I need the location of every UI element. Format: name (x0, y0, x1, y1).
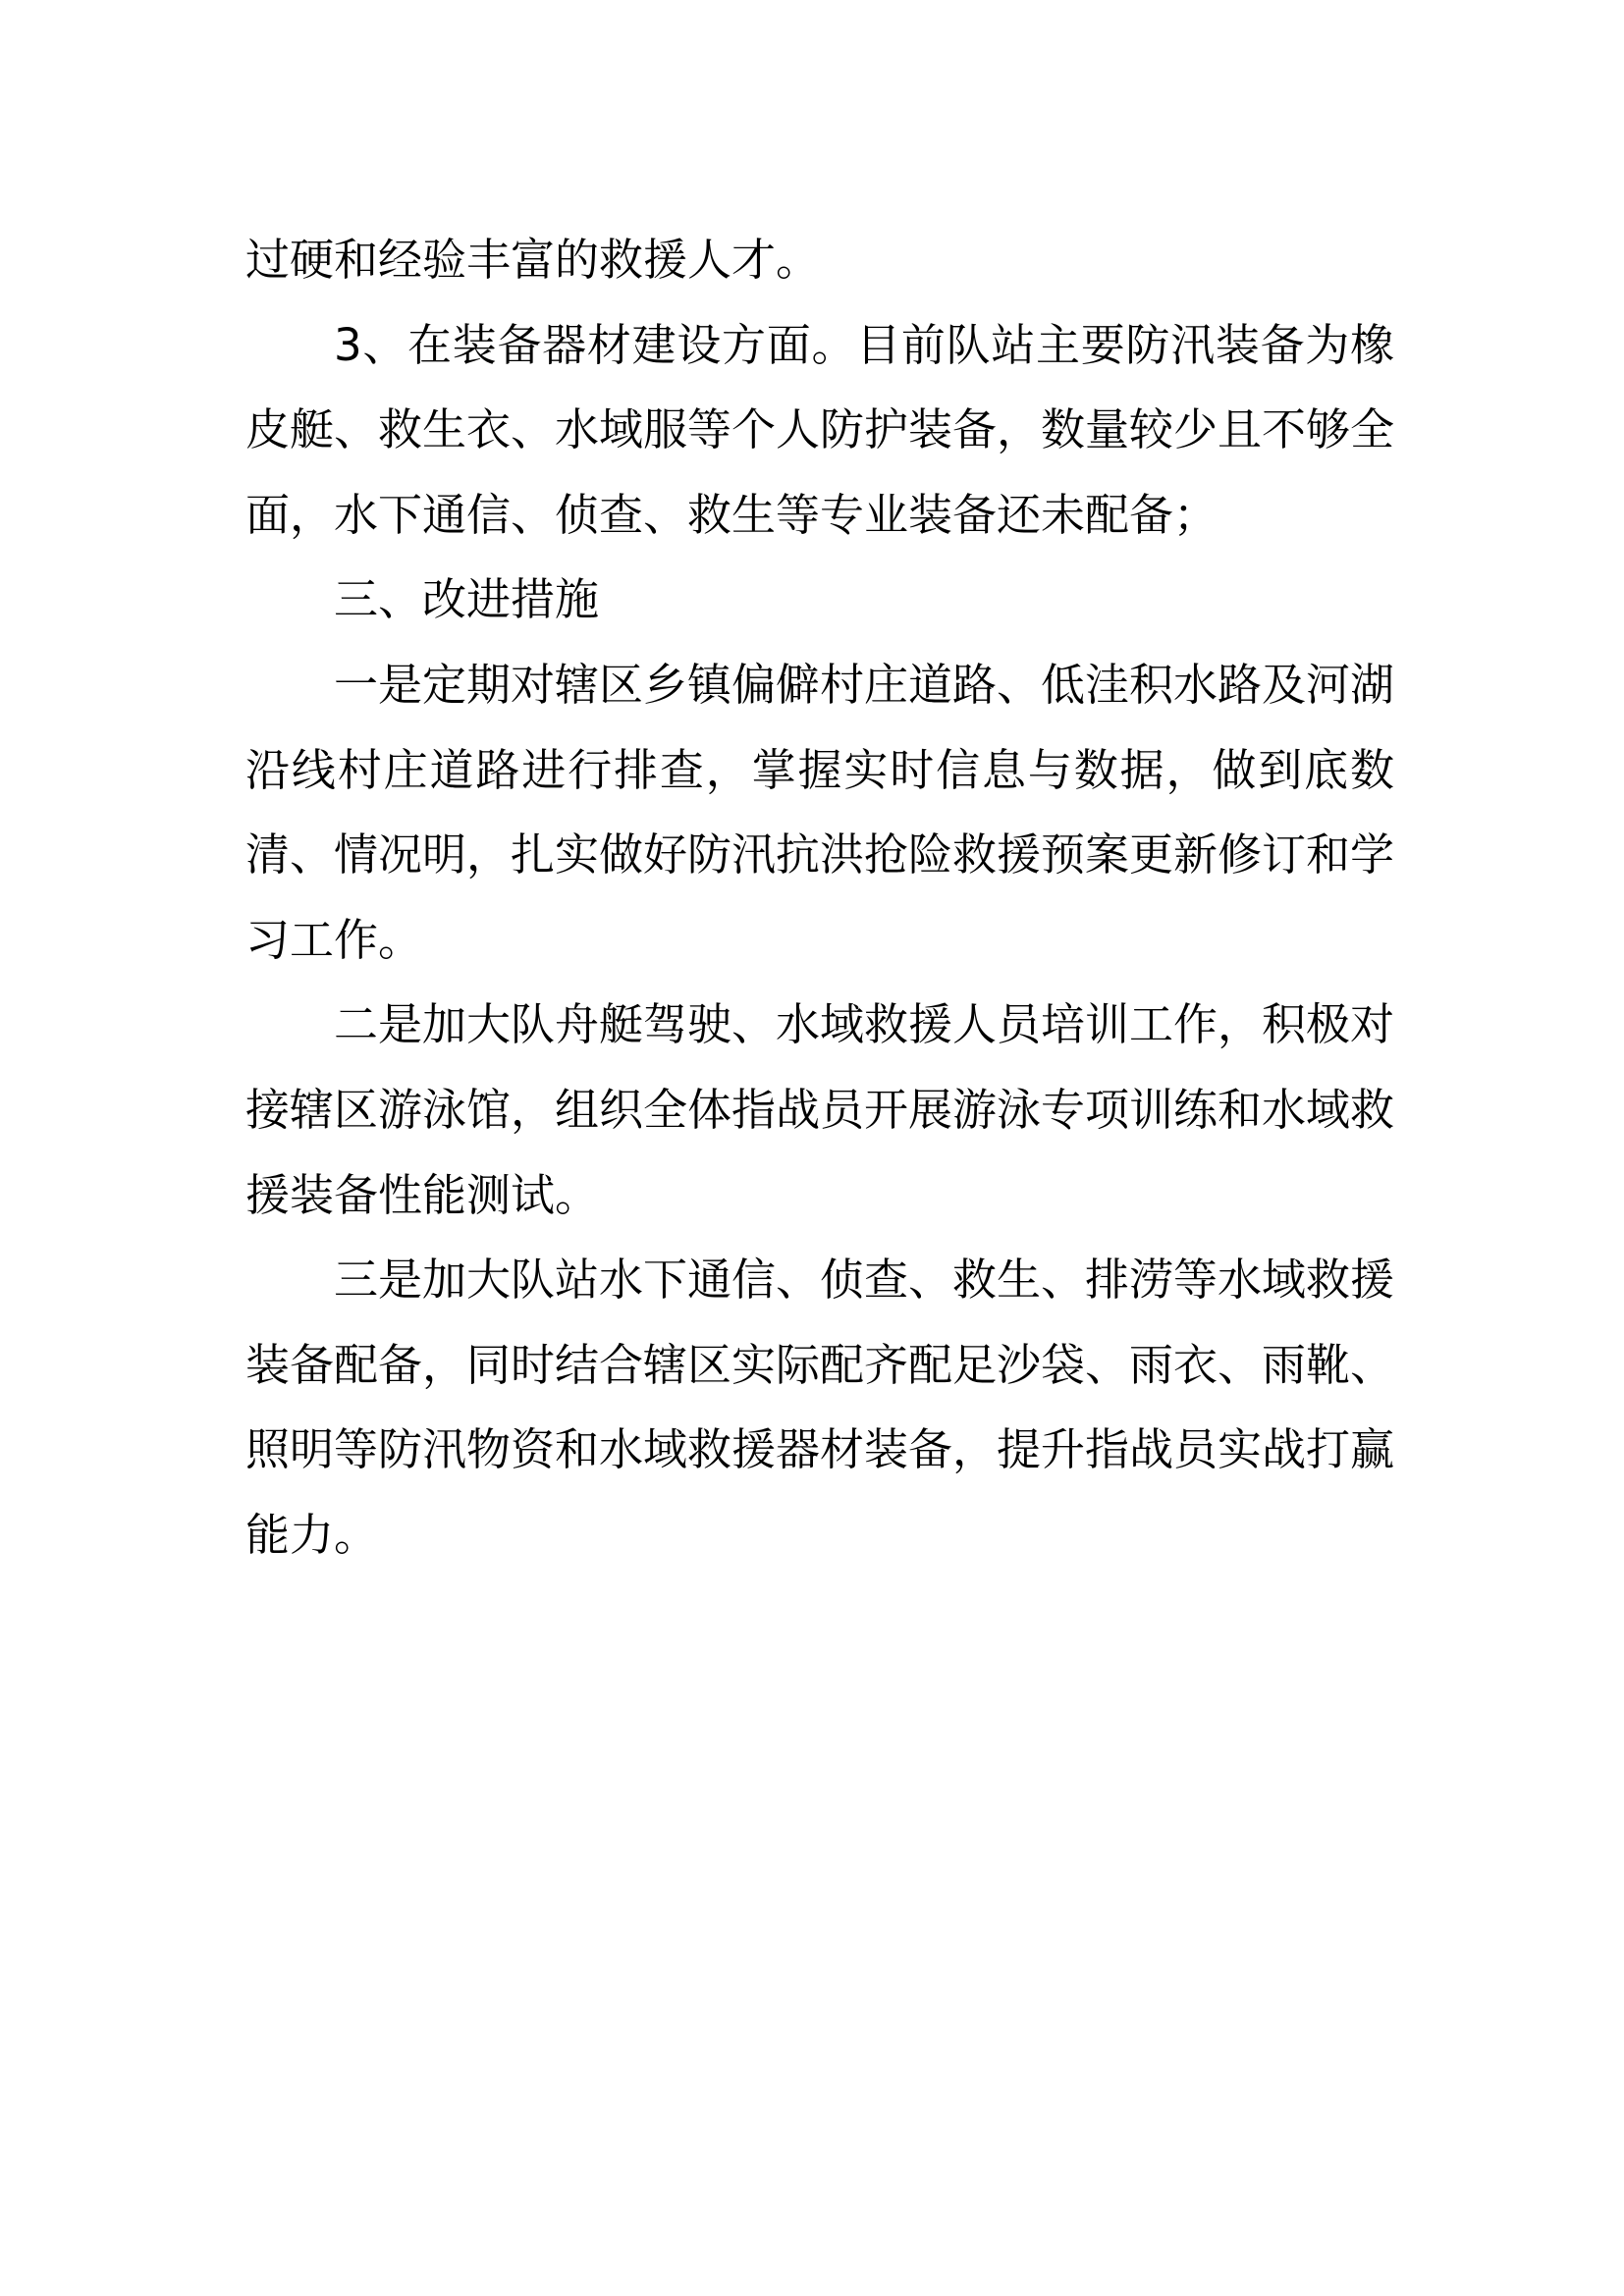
paragraph-continuation: 过硬和经验丰富的救援人才。 (245, 234, 821, 286)
section-heading-improvements: 三、改进措施 (334, 573, 600, 626)
paragraph-equipment: 3、在装备器材建设方面。目前队站主要防汛装备为橡皮艇、救生衣、水域服等个人防护装备，数量较少且不够全面，水下通信、侦查、救生等专业装备还未配备； (245, 318, 1395, 541)
paragraph-measure-three: 三是加大队站水下通信、侦查、救生、排涝等水域救援装备配备，同时结合辖区实际配齐配足沙袋、雨衣、雨靴、照明等防汛物资和水域救援器材装备，提升指战员实战打赢能力。 (245, 1254, 1395, 1561)
paragraph-measure-one: 一是定期对辖区乡镇偏僻村庄道路、低洼积水路及河湖沿线村庄道路进行排查，掌握实时信息与数据，做到底数清、情况明，扎实做好防汛抗洪抢险救援预案更新修订和学习工作。 (245, 658, 1395, 966)
paragraph-measure-two: 二是加大队舟艇驾驶、水域救援人员培训工作，积极对接辖区游泳馆，组织全体指战员开展游泳专项训练和水域救援装备性能测试。 (245, 998, 1395, 1221)
document-body (245, 218, 1394, 1578)
